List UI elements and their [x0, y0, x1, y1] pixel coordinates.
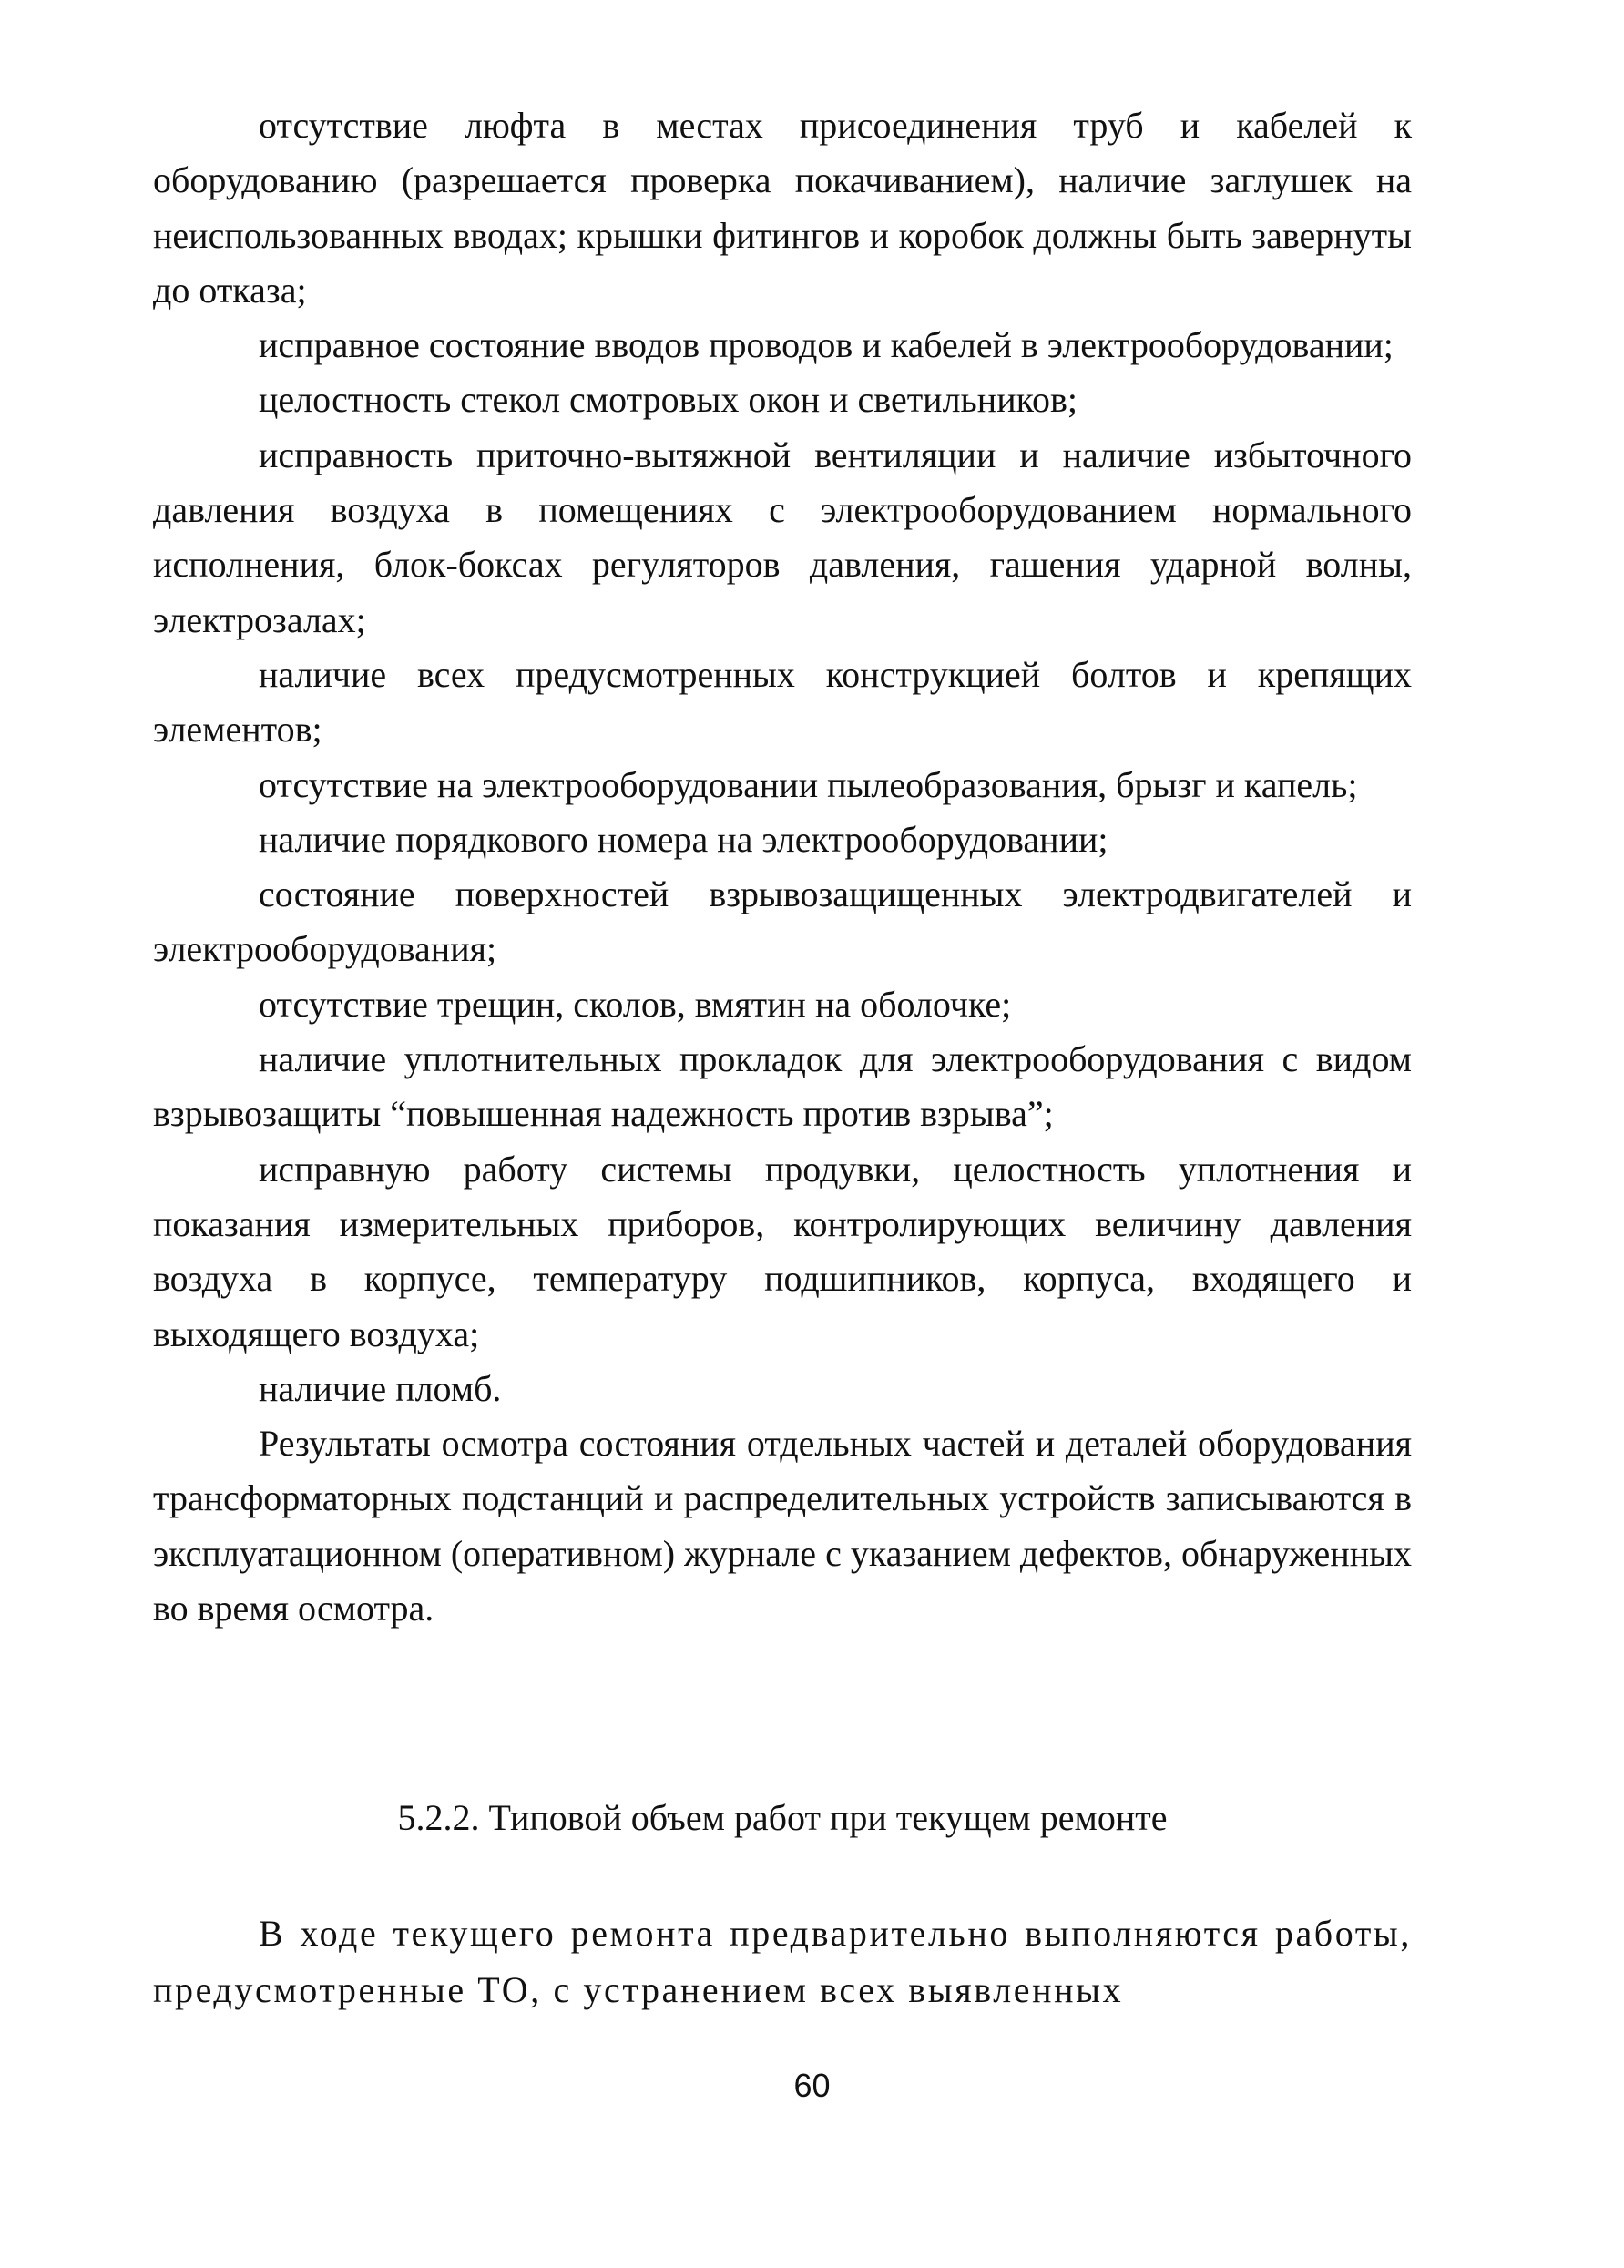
paragraph-joint-play: отсутствие люфта в местах присоединения труб и кабелей к оборудованию (разрешается проверка покачиванием), наличие заглушек на неиспользованных вводах; крышки фитингов и коробок должны быть завернуты до отказа; — [153, 105, 1412, 311]
body-text-continued — [153, 1905, 1412, 2018]
paragraph-purge-system: исправную работу системы продувки, целостность уплотнения и показания измерительных приборов, контролирующих величину давления воздуха в корпусе, температуру подшипников, корпуса, входящего и выходящего воздуха; — [153, 1148, 1412, 1354]
paragraph-bolts: наличие всех предусмотренных конструкцией болтов и крепящих элементов; — [153, 653, 1412, 751]
paragraph-cable-entries: исправное состояние вводов проводов и кабелей в электрооборудовании; — [259, 324, 1394, 366]
page-number: 60 — [793, 2067, 831, 2104]
paragraph-serial-number: наличие порядкового номера на электрооборудовании; — [259, 818, 1108, 860]
paragraph-surfaces: состояние поверхностей взрывозащищенных электродвигателей и электрооборудования; — [153, 873, 1412, 970]
paragraph-cracks: отсутствие трещин, сколов, вмятин на оболочке; — [259, 983, 1012, 1025]
paragraph-dust: отсутствие на электрооборудовании пылеобразования, брызг и капель; — [259, 763, 1358, 805]
paragraph-inspection-results: Результаты осмотра состояния отдельных частей и деталей оборудования трансформаторных подстанций и распределительных устройств записываются в эксплуатационном (оперативном) журнале с указанием дефектов, обнаруженных во время осмотра. — [153, 1423, 1412, 1629]
paragraph-seals: наличие пломб. — [259, 1367, 502, 1409]
paragraph-ventilation: исправность приточно-вытяжной вентиляции и наличие избыточного давления воздуха в помещениях с электрооборудованием нормального исполнения, блок-боксах регуляторов давления, гашения ударной волны, электрозалах; — [153, 434, 1412, 640]
section-heading: 5.2.2. Типовой объем работ при текущем ремонте — [397, 1797, 1168, 1838]
paragraph-glass-integrity: целостность стекол смотровых окон и светильников; — [259, 379, 1078, 421]
body-text — [153, 98, 1412, 1636]
paragraph-gaskets: наличие уплотнительных прокладок для электрооборудования с видом взрывозащиты “повышенная надежность против взрыва”; — [153, 1038, 1412, 1135]
paragraph-current-repair: В ходе текущего ремонта предварительно выполняются работы, предусмотренные ТО, с устранением всех выявленных — [153, 1913, 1412, 2010]
